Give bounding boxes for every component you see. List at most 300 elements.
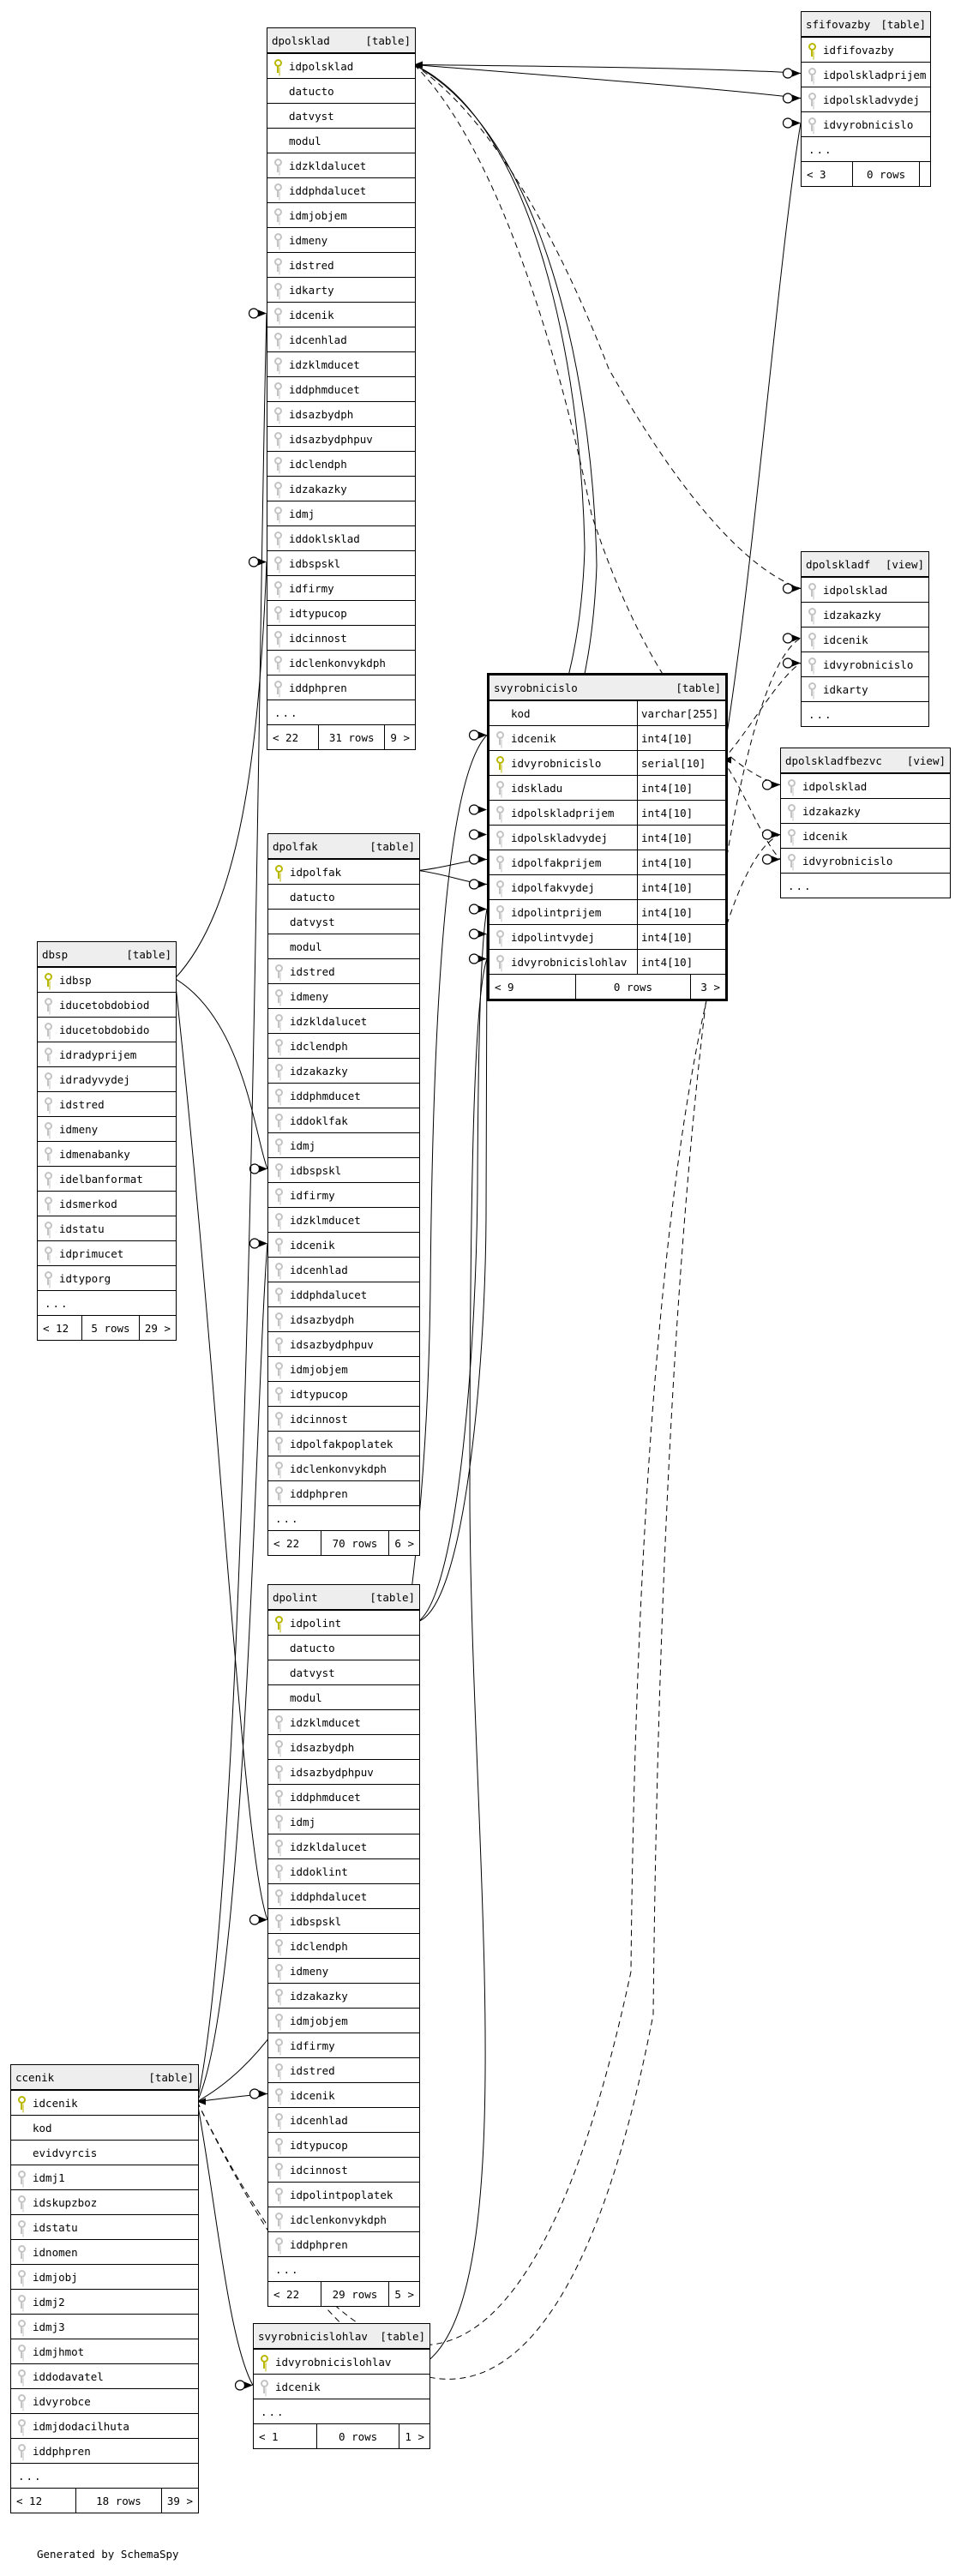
table-title[interactable]: svyrobnicislohlav	[258, 2329, 368, 2343]
column-row-idstred[interactable]	[267, 252, 415, 277]
foreign-key-icon	[274, 1038, 284, 1054]
column-row-idstred[interactable]	[268, 2057, 419, 2082]
column-row-idtyporg[interactable]	[38, 1265, 176, 1290]
column-row-datvyst[interactable]	[267, 103, 415, 128]
column-name: idcenik	[290, 2088, 335, 2102]
foreign-key-icon	[44, 997, 53, 1012]
column-row-iddoklsklad[interactable]	[267, 525, 415, 550]
table-stats-footer	[11, 2488, 198, 2513]
column-name: idzakazky	[289, 482, 347, 495]
column-row-idzklmducet[interactable]	[268, 1207, 419, 1232]
table-title[interactable]: dpolskladf	[806, 557, 871, 571]
column-row-idpolsklad[interactable]	[781, 773, 950, 798]
column-row-idmj2[interactable]	[11, 2289, 198, 2314]
foreign-key-icon	[274, 1013, 284, 1029]
column-row-iddphmducet[interactable]	[268, 1083, 419, 1108]
column-row-idcenhlad[interactable]	[268, 2107, 419, 2132]
column-row-idzakazky[interactable]	[781, 798, 950, 823]
edge-ccenik.idcenik-to-dpolsklad.idcenik	[197, 309, 267, 2102]
column-row-idstred[interactable]	[268, 958, 419, 983]
column-row-idmjobjem[interactable]	[268, 1356, 419, 1381]
table-title[interactable]: dbsp	[42, 947, 69, 961]
primary-key-icon	[273, 58, 283, 74]
column-row-idmj[interactable]	[267, 501, 415, 525]
column-row-idsmerkod[interactable]	[38, 1191, 176, 1216]
column-name: idstatu	[33, 2220, 78, 2234]
primary-key-icon	[274, 1615, 284, 1630]
column-name: idcenhlad	[289, 333, 347, 346]
column-name: iddphdalucet	[290, 1288, 368, 1301]
column-name: idsazbydph	[289, 407, 354, 421]
column-name: idmeny	[59, 1122, 99, 1136]
table-title[interactable]: svyrobnicislo	[494, 681, 578, 694]
column-row-idpolint[interactable]	[268, 1610, 419, 1635]
column-name: idradyvydej	[59, 1072, 130, 1086]
column-name: idpolsklad	[289, 59, 354, 73]
table-header[interactable]	[38, 942, 176, 967]
table-header[interactable]	[490, 676, 725, 700]
table-title[interactable]: dpolsklad	[272, 33, 330, 47]
column-name: idstred	[59, 1097, 105, 1111]
column-row-idpolsklad[interactable]	[802, 577, 928, 602]
column-row-idskupzboz[interactable]	[11, 2189, 198, 2214]
foreign-key-icon	[17, 2269, 27, 2285]
column-row-idtypucop[interactable]	[267, 600, 415, 625]
column-row-idpolskladvydej[interactable]	[490, 825, 725, 850]
column-name: idmj	[289, 507, 315, 520]
foreign-key-icon	[808, 607, 817, 622]
column-row-idvyrobnicislohlav[interactable]	[490, 949, 725, 974]
column-name: idsazbydphpuv	[290, 1765, 374, 1779]
column-row-idskladu[interactable]	[490, 775, 725, 800]
column-row-iddoklfak[interactable]	[268, 1108, 419, 1132]
table-header[interactable]	[267, 28, 415, 53]
column-row-idstatu[interactable]	[11, 2214, 198, 2239]
column-row-idsazbydph[interactable]	[267, 401, 415, 426]
table-kind-label: [table]	[380, 2329, 425, 2343]
column-row-idcinnost[interactable]	[268, 2157, 419, 2182]
column-row-idpolfak[interactable]	[268, 859, 419, 884]
table-title[interactable]: dpolfak	[273, 839, 318, 853]
foreign-key-icon	[273, 307, 283, 322]
column-row-idcenhlad[interactable]	[267, 327, 415, 351]
column-name: idzakazky	[802, 804, 861, 818]
column-type: int4[10]	[637, 776, 725, 800]
column-row-datucto[interactable]	[268, 884, 419, 909]
primary-key-icon	[44, 972, 53, 988]
edge-ccenik.idcenik-to-dpolfak.idcenik	[197, 1239, 267, 2102]
column-name: idnomen	[33, 2245, 78, 2259]
column-name: iddoklint	[290, 1864, 348, 1878]
column-name: idcenik	[290, 1238, 335, 1252]
column-row-idzakazky[interactable]	[802, 602, 928, 627]
foreign-key-icon	[273, 456, 283, 471]
column-name: idpolintpoplatek	[290, 2188, 393, 2201]
column-row-idsazbydph[interactable]	[268, 1306, 419, 1331]
column-name: idmeny	[289, 233, 328, 247]
column-row-idfirmy[interactable]	[267, 575, 415, 600]
foreign-key-icon	[273, 357, 283, 372]
column-name: idzakazky	[823, 608, 881, 621]
foreign-key-icon	[496, 904, 505, 920]
table-kind-label: [table]	[365, 33, 411, 47]
column-name: idpolintvydej	[511, 930, 595, 944]
column-row-idfifovazby[interactable]	[802, 37, 930, 62]
column-row-idsazbydphpuv[interactable]	[268, 1331, 419, 1356]
column-row-idkarty[interactable]	[267, 277, 415, 302]
column-row-idcinnost[interactable]	[267, 625, 415, 650]
table-header[interactable]	[254, 2324, 429, 2349]
column-name: idpolskladprijem	[823, 68, 927, 81]
foreign-key-icon	[274, 1386, 284, 1402]
column-name: datucto	[290, 1641, 335, 1654]
column-row-evidvyrcis[interactable]	[11, 2140, 198, 2165]
edge-dpolsklad.idpolsklad-to-sfifovazby.idpolskladprijem	[414, 65, 801, 79]
column-row-idmjobjem[interactable]	[268, 2008, 419, 2033]
parent-relations-count: < 22	[273, 1536, 300, 1550]
column-row-idmenabanky[interactable]	[38, 1141, 176, 1166]
column-row-iddphdalucet[interactable]	[268, 1883, 419, 1908]
column-row-idvyrobnicislohlav[interactable]	[254, 2349, 429, 2374]
column-row-idpolfakprijem[interactable]	[490, 850, 725, 874]
column-row-idpolintprijem[interactable]	[490, 899, 725, 924]
edge-dbsp.idbsp-to-dpolfak.idbspskl	[175, 979, 267, 1174]
column-row-idmeny[interactable]	[268, 983, 419, 1008]
foreign-key-icon	[274, 988, 284, 1004]
foreign-key-icon	[496, 730, 505, 746]
column-name: iddphdalucet	[290, 1889, 368, 1903]
table-header[interactable]	[802, 552, 928, 577]
column-row-idmeny[interactable]	[268, 1958, 419, 1983]
column-name: idpolskladvydej	[823, 93, 920, 106]
row-count: 0 rows	[852, 162, 919, 186]
column-row-iddphmducet[interactable]	[268, 1784, 419, 1809]
row-count: 29 rows	[321, 2282, 389, 2306]
column-row-idpolskladprijem[interactable]	[802, 62, 930, 87]
foreign-key-icon	[274, 1789, 284, 1804]
column-name: modul	[289, 134, 321, 147]
column-name: datvyst	[290, 915, 335, 928]
column-row-idbsp[interactable]	[38, 967, 176, 992]
column-name: idcenik	[33, 2096, 78, 2110]
column-name: idmjobjem	[289, 208, 347, 222]
column-row-datvyst[interactable]	[268, 1660, 419, 1684]
table-title[interactable]: sfifovazby	[806, 17, 871, 31]
generator-credit: Generated by SchemaSpy	[37, 2548, 179, 2561]
table-kind-label: [table]	[676, 681, 721, 694]
column-row-idmj1[interactable]	[11, 2165, 198, 2189]
column-name: kod	[33, 2121, 52, 2135]
column-row-idmj3[interactable]	[11, 2314, 198, 2339]
column-name: datvyst	[289, 109, 334, 123]
row-count: 31 rows	[318, 725, 385, 749]
table-kind-label: [table]	[369, 839, 415, 853]
column-row-idtypucop[interactable]	[268, 2132, 419, 2157]
column-name: idzkldalucet	[289, 159, 367, 172]
column-row-idelbanformat[interactable]	[38, 1166, 176, 1191]
column-name: idsazbydphpuv	[290, 1337, 374, 1351]
column-row-idkarty[interactable]	[802, 676, 928, 701]
column-row-idclendph[interactable]	[267, 451, 415, 476]
column-name: idpolsklad	[802, 779, 868, 793]
column-name: modul	[290, 940, 322, 953]
child-relations-count	[919, 162, 930, 186]
column-row-idbspskl[interactable]	[268, 1157, 419, 1182]
column-row-idpolskladprijem[interactable]	[490, 800, 725, 825]
column-row-idcenik[interactable]	[802, 627, 928, 652]
column-name: idmjobjem	[290, 1362, 348, 1376]
foreign-key-icon	[496, 805, 505, 820]
column-row-iddphmducet[interactable]	[267, 376, 415, 401]
column-row-idmjobjem[interactable]	[267, 202, 415, 227]
table-stats-footer	[268, 1530, 419, 1555]
foreign-key-icon	[274, 1814, 284, 1829]
table-title[interactable]: ccenik	[15, 2070, 55, 2084]
column-row-datvyst[interactable]	[268, 909, 419, 934]
column-row-kod[interactable]	[490, 700, 725, 725]
column-name: idzklmducet	[290, 1213, 361, 1227]
column-row-idpolfakpoplatek[interactable]	[268, 1431, 419, 1456]
edge-dpolint.idpolint-to-svyrobnicislo.idpolintvydej	[418, 929, 487, 1622]
column-row-idpolintvydej[interactable]	[490, 924, 725, 949]
primary-key-icon	[808, 42, 817, 57]
foreign-key-icon	[274, 1714, 284, 1730]
table-node-sfifovazby	[801, 11, 931, 187]
foreign-key-icon	[273, 257, 283, 273]
table-header[interactable]	[268, 834, 419, 859]
column-row-idpolsklad[interactable]	[267, 53, 415, 78]
column-name: idsazbydph	[290, 1740, 355, 1754]
column-row-idmjdodacilhuta[interactable]	[11, 2413, 198, 2438]
table-title[interactable]: dpolskladfbezvc	[785, 754, 882, 767]
column-row-idpolskladvydej[interactable]	[802, 87, 930, 111]
column-name: idzklmducet	[289, 357, 360, 371]
edge-ccenik.idcenik-to-svyrobnicislohlav.idcenik	[197, 2102, 253, 2391]
table-header[interactable]	[11, 2065, 198, 2090]
column-row-iducetobdobiod[interactable]	[38, 992, 176, 1017]
column-row-idzklmducet[interactable]	[268, 1709, 419, 1734]
column-row-idclendph[interactable]	[268, 1033, 419, 1058]
foreign-key-icon	[496, 880, 505, 895]
column-row-idmjhmot[interactable]	[11, 2339, 198, 2363]
parent-relations-count: < 9	[495, 980, 514, 994]
column-name: iddodavatel	[33, 2369, 104, 2383]
column-row-iddphpren[interactable]	[11, 2438, 198, 2463]
column-row-idcenik[interactable]	[268, 1232, 419, 1257]
column-row-idzakazky[interactable]	[268, 1983, 419, 2008]
column-row-idmeny[interactable]	[267, 227, 415, 252]
column-name: idmjhmot	[33, 2345, 85, 2358]
column-name: idstred	[289, 258, 334, 272]
foreign-key-icon	[787, 828, 796, 844]
column-name: idfirmy	[290, 1188, 335, 1202]
column-name: idmj	[290, 1138, 316, 1152]
foreign-key-icon	[274, 964, 284, 979]
column-row-idstred[interactable]	[38, 1091, 176, 1116]
foreign-key-icon	[17, 2244, 27, 2260]
foreign-key-icon	[274, 1063, 284, 1078]
column-name: idmenabanky	[59, 1147, 130, 1161]
more-columns-ellipsis: ...	[38, 1290, 176, 1315]
foreign-key-icon	[808, 682, 817, 697]
column-row-idzkldalucet[interactable]	[267, 153, 415, 177]
column-name: iddphmducet	[290, 1790, 361, 1804]
table-header[interactable]	[268, 1585, 419, 1610]
column-row-idfirmy[interactable]	[268, 1182, 419, 1207]
column-row-idvyrobnicislo[interactable]	[802, 111, 930, 136]
foreign-key-icon	[260, 2379, 269, 2394]
foreign-key-icon	[17, 2369, 27, 2384]
column-row-modul[interactable]	[267, 128, 415, 153]
table-node-svyrobnicislo	[487, 673, 728, 1001]
column-row-idsazbydph[interactable]	[268, 1734, 419, 1759]
foreign-key-icon	[274, 1088, 284, 1103]
column-row-iddphdalucet[interactable]	[267, 177, 415, 202]
foreign-key-icon	[274, 1938, 284, 1954]
column-row-idvyrobnicislo[interactable]	[802, 652, 928, 676]
foreign-key-icon	[274, 2212, 284, 2227]
column-type: int4[10]	[637, 950, 725, 974]
foreign-key-icon	[44, 1096, 53, 1112]
column-row-datucto[interactable]	[268, 1635, 419, 1660]
column-row-modul[interactable]	[268, 934, 419, 958]
column-type: int4[10]	[637, 875, 725, 899]
foreign-key-icon	[273, 207, 283, 223]
column-row-iddphpren[interactable]	[267, 675, 415, 700]
foreign-key-icon	[274, 2187, 284, 2202]
column-row-iducetobdobido[interactable]	[38, 1017, 176, 1042]
foreign-key-icon	[274, 1913, 284, 1929]
column-row-idcenik[interactable]	[254, 2374, 429, 2399]
column-name: idpolfakprijem	[511, 856, 602, 869]
column-row-idnomen[interactable]	[11, 2239, 198, 2264]
table-stats-footer	[268, 2281, 419, 2306]
child-relations-count: 9 >	[384, 725, 415, 749]
column-row-iddphdalucet[interactable]	[268, 1282, 419, 1306]
parent-relations-count: < 12	[16, 2494, 43, 2507]
edge-dpolint.idpolint-to-svyrobnicislo.idpolintprijem	[418, 904, 487, 1622]
column-name: idbspskl	[289, 556, 341, 570]
column-row-idcenik[interactable]	[268, 2082, 419, 2107]
column-row-idvyrobnicislo[interactable]	[781, 848, 950, 873]
column-row-idtypucop[interactable]	[268, 1381, 419, 1406]
column-name: idzkldalucet	[290, 1840, 368, 1853]
column-name: idfirmy	[290, 2039, 335, 2052]
table-title[interactable]: dpolint	[273, 1590, 318, 1604]
column-row-idmj[interactable]	[268, 1132, 419, 1157]
column-name: idzakazky	[290, 1989, 348, 2003]
foreign-key-icon	[44, 1022, 53, 1037]
column-row-idprimucet[interactable]	[38, 1240, 176, 1265]
column-row-idmeny[interactable]	[38, 1116, 176, 1141]
column-row-idzkldalucet[interactable]	[268, 1008, 419, 1033]
parent-relations-count: < 12	[43, 1321, 69, 1335]
foreign-key-icon	[274, 1864, 284, 1879]
foreign-key-icon	[17, 2418, 27, 2434]
column-row-idcenik[interactable]	[781, 823, 950, 848]
column-name: iddphpren	[290, 2237, 348, 2251]
column-row-idvyrobce[interactable]	[11, 2388, 198, 2413]
column-row-idpolintpoplatek[interactable]	[268, 2182, 419, 2207]
column-name: idmeny	[290, 1964, 329, 1978]
column-name: idcinnost	[289, 631, 347, 645]
column-row-idzklmducet[interactable]	[267, 351, 415, 376]
column-name: iddoklfak	[290, 1114, 348, 1127]
foreign-key-icon	[44, 1196, 53, 1211]
column-row-idsazbydphpuv[interactable]	[268, 1759, 419, 1784]
foreign-key-icon	[274, 1162, 284, 1178]
column-row-idclenkonvykdph[interactable]	[268, 1456, 419, 1480]
column-row-idzakazky[interactable]	[267, 476, 415, 501]
column-row-idmjobj[interactable]	[11, 2264, 198, 2289]
table-kind-label: [table]	[369, 1590, 415, 1604]
column-row-datucto[interactable]	[267, 78, 415, 103]
column-row-idclenkonvykdph[interactable]	[268, 2207, 419, 2231]
column-row-idcenik[interactable]	[267, 302, 415, 327]
foreign-key-icon	[44, 1146, 53, 1162]
foreign-key-icon	[273, 431, 283, 447]
column-row-idclendph[interactable]	[268, 1933, 419, 1958]
column-row-idbspskl[interactable]	[268, 1908, 419, 1933]
foreign-key-icon	[808, 657, 817, 672]
foreign-key-icon	[44, 1221, 53, 1236]
column-row-idradyprijem[interactable]	[38, 1042, 176, 1066]
column-row-iddoklint[interactable]	[268, 1858, 419, 1883]
column-row-kod[interactable]	[11, 2115, 198, 2140]
more-columns-ellipsis: ...	[802, 136, 930, 161]
column-row-idstatu[interactable]	[38, 1216, 176, 1240]
foreign-key-icon	[44, 1171, 53, 1186]
parent-relations-count: < 3	[807, 167, 826, 181]
foreign-key-icon	[17, 2170, 27, 2185]
column-name: evidvyrcis	[33, 2146, 98, 2159]
column-name: idvyrobnicislohlav	[275, 2355, 392, 2369]
foreign-key-icon	[274, 1963, 284, 1979]
column-row-idpolfakvydej[interactable]	[490, 874, 725, 899]
column-name: iddphdalucet	[289, 183, 367, 197]
column-row-idcinnost[interactable]	[268, 1406, 419, 1431]
foreign-key-icon	[496, 855, 505, 870]
column-row-idcenik[interactable]	[490, 725, 725, 750]
column-row-idcenik[interactable]	[11, 2090, 198, 2115]
column-name: iddphpren	[33, 2444, 91, 2458]
table-stats-footer	[254, 2423, 429, 2448]
column-name: iddphmducet	[290, 1089, 361, 1102]
table-header[interactable]	[781, 748, 950, 773]
column-row-idcenhlad[interactable]	[268, 1257, 419, 1282]
column-row-idzkldalucet[interactable]	[268, 1834, 419, 1858]
column-row-idfirmy[interactable]	[268, 2033, 419, 2057]
foreign-key-icon	[274, 1212, 284, 1228]
column-row-idzakazky[interactable]	[268, 1058, 419, 1083]
more-columns-ellipsis: ...	[802, 701, 928, 726]
column-row-idsazbydphpuv[interactable]	[267, 426, 415, 451]
column-row-idclenkonvykdph[interactable]	[267, 650, 415, 675]
column-row-idbspskl[interactable]	[267, 550, 415, 575]
column-row-idvyrobnicislo[interactable]	[490, 750, 725, 775]
table-header[interactable]	[802, 12, 930, 37]
table-stats-footer	[38, 1315, 176, 1340]
column-row-iddodavatel[interactable]	[11, 2363, 198, 2388]
column-row-iddphpren[interactable]	[268, 2231, 419, 2256]
column-row-idradyvydej[interactable]	[38, 1066, 176, 1091]
column-row-modul[interactable]	[268, 1684, 419, 1709]
column-name: iddoklsklad	[289, 531, 360, 545]
foreign-key-icon	[44, 1246, 53, 1261]
column-row-idmj[interactable]	[268, 1809, 419, 1834]
foreign-key-icon	[273, 183, 283, 198]
column-row-iddphpren[interactable]	[268, 1480, 419, 1505]
